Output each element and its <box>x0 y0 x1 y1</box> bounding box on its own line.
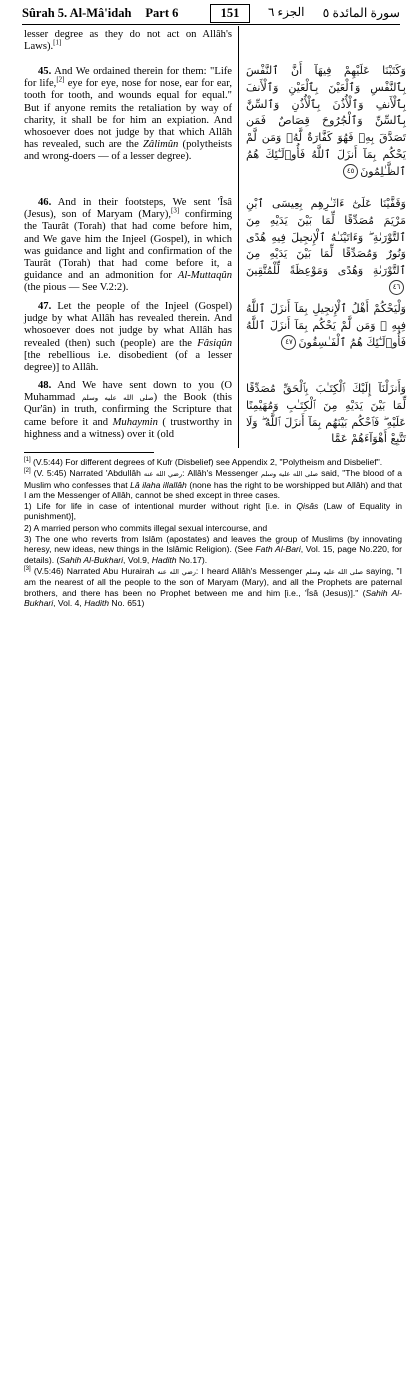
footnote-marker: [3] <box>24 566 31 573</box>
footnote-ref: [1] <box>53 38 62 47</box>
verse-text: (the pious — See V.2:2). <box>24 282 129 294</box>
verse-text: [the rebellious i.e. disobedient (of a lesser degree)] to Allâh. <box>24 349 232 374</box>
ayah-number-marker: ٤٧ <box>281 335 296 350</box>
footnote-text: : Allâh's Messenger <box>182 468 262 479</box>
verse-text: Let the people of the Injeel (Gospel) judge by what Allâh has revealed therein. And whosoever does not judge by what Allâh has revealed (then) such (people) are the <box>24 301 232 349</box>
footnote-ref: [2] <box>56 75 65 84</box>
footnote-text: : I heard Allâh's Messenger <box>195 565 306 576</box>
footnote-term: Hadith <box>151 554 177 565</box>
ayah-number-marker: ٤٦ <box>389 280 404 295</box>
footnote-term: Hadith <box>84 597 110 608</box>
footnote-arabic: رضي الله عنه <box>157 567 196 576</box>
verse-text: ( trustworthy in highness and a witness) over it (old <box>24 416 232 440</box>
surah-title: Sûrah 5. Al-Mâ'idah <box>22 6 132 20</box>
footnote-text: saying, "I am the nearest of all the people to the son of Maryam (Mary), and all the Prophets are paternal brothers, and there has been no Prophet between me and him [i.e., 'Îsâ (Jesus)]." ( <box>24 565 402 598</box>
verse-46-english <box>24 197 232 295</box>
footnote-term: Sahih Al-Bukhari <box>59 554 124 565</box>
footnote-text: No.17). <box>176 554 208 565</box>
footnote-text: (none has the right to be worshipped but Allâh) and that I am the Messenger of Allâh, cannot be shed except in three cases. <box>24 479 402 500</box>
footnote-2 <box>24 468 402 500</box>
header-left <box>22 6 178 21</box>
verse-text: And We ordained therein for them: "Life for life, <box>24 66 232 90</box>
footnote-arabic: صلى الله عليه وسلم <box>305 567 364 576</box>
column-divider <box>238 26 239 448</box>
verse-47-arabic <box>246 301 406 351</box>
verse-number: 45. <box>38 66 52 77</box>
footnote-text: (V.5:46) Narrated Abu Hurairah <box>30 565 158 576</box>
footnote-2-item-3 <box>24 534 402 565</box>
footnote-text: No. 651) <box>109 597 145 608</box>
verse-term: Fâsiqûn <box>197 337 232 349</box>
verse-47-english <box>24 301 232 374</box>
footnote-arabic: رضي الله عنه <box>143 470 183 479</box>
footnote-term: Qisâs <box>296 501 319 512</box>
verse-text: ) the Book (this Qur'ân) in truth, confirming the Scripture that came before it and <box>24 392 232 428</box>
footnote-text: 1) Life for life in case of intentional murder without right [i.e. in <box>24 501 297 512</box>
footnote-term: Fath Al-Bari <box>255 544 301 555</box>
verse-45-english <box>24 66 232 164</box>
verse-number: 48. <box>38 380 52 391</box>
page-header <box>22 4 400 25</box>
arabic-verse-text: وَلْيَحْكُمْ أَهْلُ ٱلْإِنجِيلِ بِمَآ أَنزَلَ ٱللَّهُ فِيهِ ۚ وَمَن لَّمْ يَحْكُم بِمَآ أَنزَلَ ٱللَّهُ فَأُو۟لَـٰٓئِكَ هُمُ ٱلْفَـٰسِقُونَ <box>246 302 406 349</box>
arabic-verse-text: وَأَنزَلْنَآ إِلَيْكَ ٱلْكِتَـٰبَ بِٱلْحَقِّ مُصَدِّقًا لِّمَا بَيْنَ يَدَيْهِ مِنَ ٱلْكِتَـٰبِ وَمُهَيْمِنًا عَلَيْهِ ۖ فَٱحْكُم بَيْنَهُم بِمَآ أَنزَلَ ٱللَّهُ ۖ وَلَا تَتَّبِعْ أَهْوَآءَهُمْ عَمَّا <box>246 382 406 446</box>
verse-text: confirming the Taurât (Torah) that had come before him, and We gave him the Injeel (Gospel), in which was guidance and light and confirmation of the Taurât (Torah) that had come before it, a guidance and an admonition for <box>24 209 232 282</box>
footnote-term: Sahih Al-Bukhari <box>24 587 402 608</box>
footnote-text: said, "The blood of a Muslim who confesses that <box>24 468 403 490</box>
footnote-1 <box>24 457 402 467</box>
ayah-number-marker: ٤٥ <box>343 164 358 179</box>
footnote-marker: [1] <box>24 457 31 464</box>
footnote-marker: [2] <box>24 468 31 475</box>
footnotes <box>24 457 402 609</box>
footnote-text: (Law of Equality in punishment)], <box>24 501 403 522</box>
footnote-text: (V.5:44) For different degrees of Kufr (Disbelief) see Appendix 2, "Polytheism and Disbelief". <box>30 457 383 467</box>
verse-45-arabic <box>246 63 406 181</box>
verse-text: (polytheists and wrong-doers — of a lesser degree). <box>24 139 232 163</box>
footnote-arabic: صلى الله عليه وسلم <box>261 470 319 479</box>
part-label: Part 6 <box>145 6 179 20</box>
verse-number: 47. <box>38 301 52 312</box>
verse-text: And in their footsteps, We sent 'Îsâ (Jesus), son of Maryam (Mary), <box>24 197 232 221</box>
footnote-text: , Vol. 4, <box>53 597 85 608</box>
footnote-text: , Vol. 15, page No.220, for details). ( <box>24 544 402 565</box>
arabic-verse-text: وَقَفَّيْنَا عَلَىٰٓ ءَاثَـٰرِهِم بِعِيسَى ٱبْنِ مَرْيَمَ مُصَدِّقًا لِّمَا بَيْنَ يَدَيْهِ مِنَ ٱلتَّوْرَىٰةِ ۖ وَءَاتَيْنَـٰهُ ٱلْإِنجِيلَ فِيهِ هُدًى وَنُورٌ وَمُصَدِّقًا لِّمَا بَيْنَ يَدَيْهِ مِنَ ٱلتَّوْرَىٰةِ وَهُدًى وَمَوْعِظَةً لِّلْمُتَّقِينَ <box>246 197 406 278</box>
arabic-part-label: الجزء ٦ <box>268 5 305 19</box>
verse-number: 46. <box>38 197 52 208</box>
arabic-verse-text: وَكَتَبْنَا عَلَيْهِمْ فِيهَآ أَنَّ ٱلنَّفْسَ بِٱلنَّفْسِ وَٱلْعَيْنَ بِٱلْعَيْنِ وَٱلْأَنفَ بِٱلْأَنفِ وَٱلْأُذُنَ بِٱلْأُذُنِ وَٱلسِّنَّ بِٱلسِّنِّ وَٱلْجُرُوحَ قِصَاصٌ فَمَن تَصَدَّقَ بِهِۦ فَهُوَ كَفَّارَةٌ لَّهُۥ وَمَن لَّمْ يَحْكُم بِمَآ أَنزَلَ ٱللَّهُ فَأُو۟لَـٰٓئِكَ هُمُ ٱلظَّـٰلِمُونَ <box>246 64 406 178</box>
footnote-term: Lâ ilaha illallâh <box>130 479 187 490</box>
verse-term: Zâlimûn <box>143 139 179 151</box>
verse-text: lesser degree as they do not act on Allâh's Laws). <box>24 29 232 53</box>
verse-continuation <box>24 29 232 53</box>
verse-48-english <box>24 380 232 441</box>
verse-text: eye for eye, nose for nose, ear for ear, tooth for tooth, and wounds equal for equal." But if anyone remits the retaliation by way of charity, it shall be for him an expiation. And whosoever does not judge by that which Allâh has revealed, such are the <box>24 78 232 151</box>
footnote-divider <box>24 452 154 453</box>
page-number: 151 <box>210 4 250 23</box>
verse-48-arabic <box>246 381 406 448</box>
salutation-arabic: صلى الله عليه وسلم <box>81 394 154 403</box>
verse-46-arabic <box>246 196 406 297</box>
footnote-3 <box>24 566 402 608</box>
verse-term: Muhaymin <box>112 416 158 428</box>
verse-text: And We have sent down to you (O Muhammad <box>24 380 232 404</box>
footnote-text: , Vol.9, <box>123 554 152 565</box>
arabic-surah-title: سورة المائدة ٥ <box>322 6 400 20</box>
footnote-2-item-2: 2) A married person who commits illegal sexual intercourse, and <box>24 522 268 533</box>
footnote-text: 3) The one who reverts from Islâm (apostates) and leaves the group of Muslims (by innovating heresy, new ideas, new things in the Islâmic Religion). (See <box>24 534 402 555</box>
footnote-ref: [3] <box>171 206 180 215</box>
footnote-text: (V. 5:45) Narrated 'Abdullâh <box>30 468 144 479</box>
footnote-2-item-1 <box>24 501 402 522</box>
verse-term: Al-Muttaqûn <box>177 270 232 282</box>
